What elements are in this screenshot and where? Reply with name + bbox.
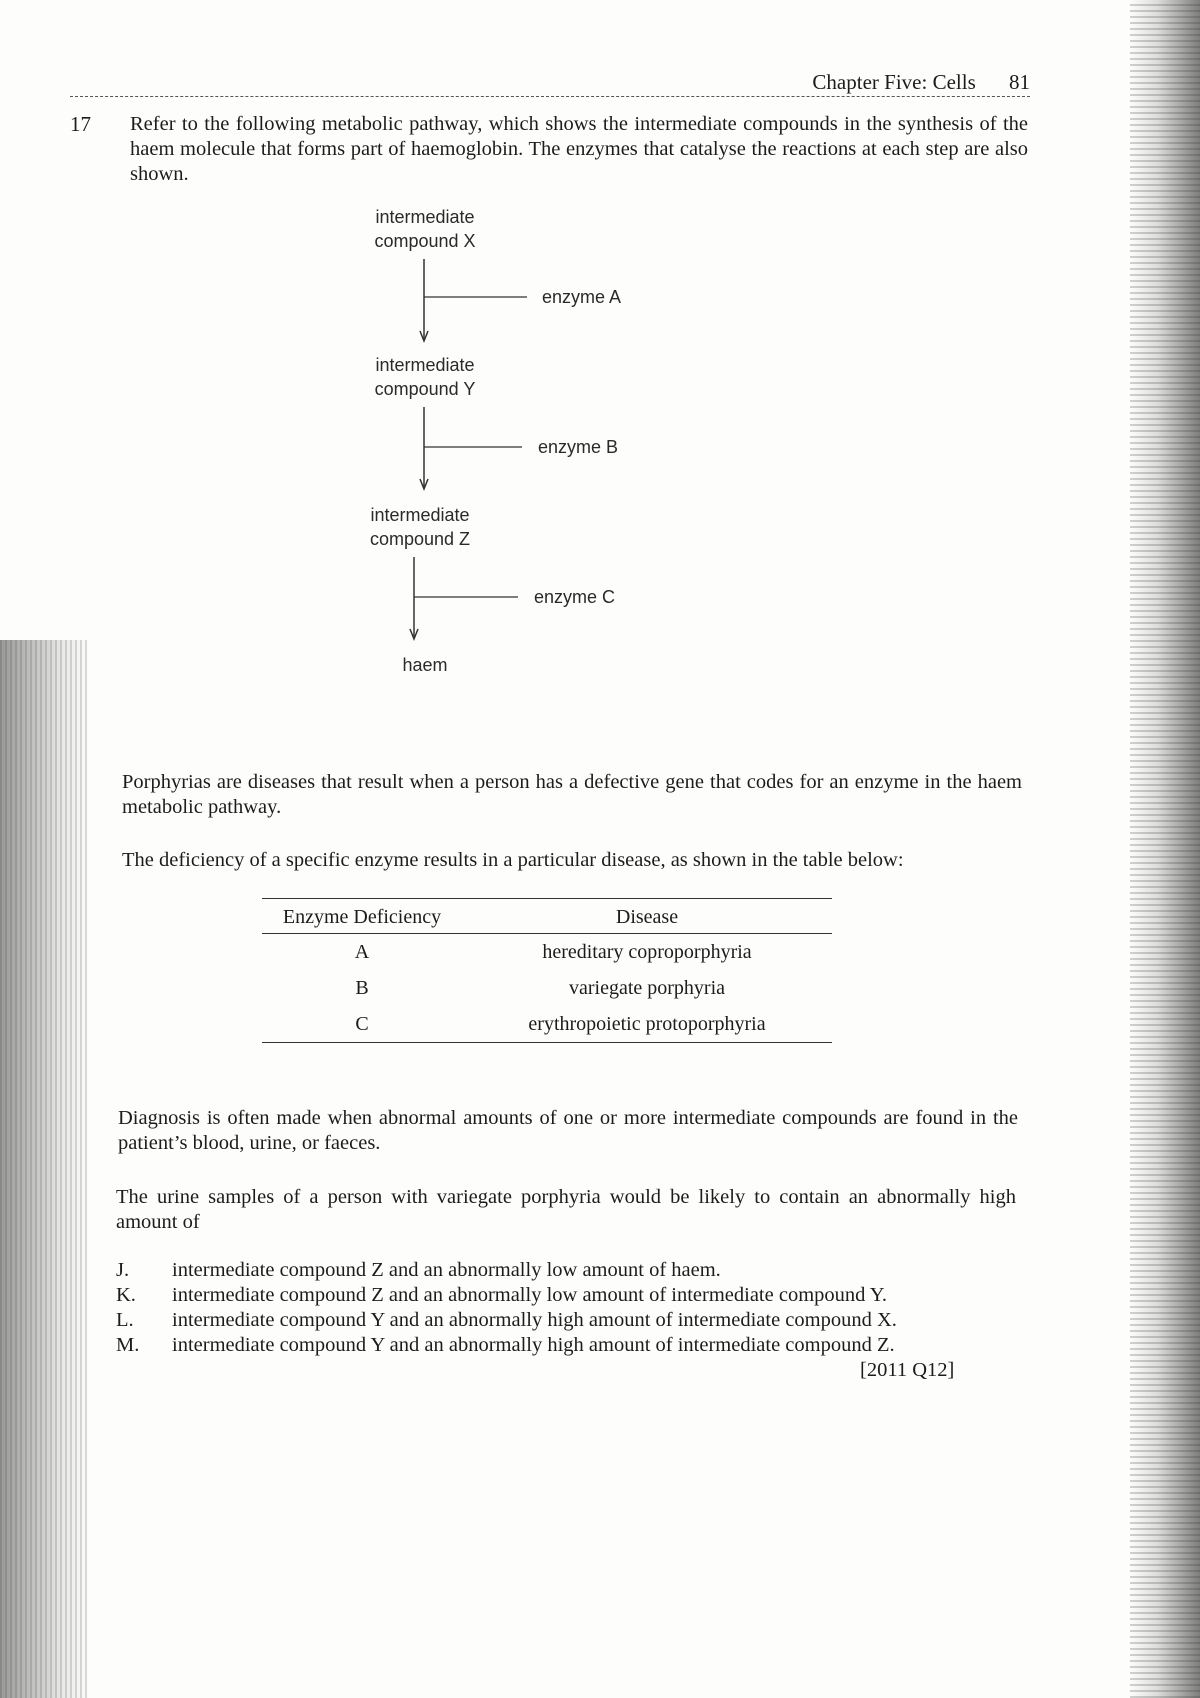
compound-z-label [355,503,485,551]
option-text: intermediate compound Z and an abnormally low amount of haem. [172,1259,721,1281]
compound-y-line1: intermediate [375,355,475,375]
table-cell-enzyme: A [354,940,370,963]
option-l[interactable] [116,1308,976,1333]
enzyme-c-label: enzyme C [534,587,616,607]
option-text: intermediate compound Y and an abnormally high amount of intermediate compound X. [172,1309,897,1331]
table-header-disease: Disease [615,906,679,928]
compound-z-line1: intermediate [370,505,470,525]
table-cell-enzyme: C [355,1012,369,1035]
compound-x-line2: compound X [374,231,476,251]
haem-label [360,653,490,677]
pathway-diagram [369,207,700,735]
source-reference: [2011 Q12] [860,1359,955,1381]
enzyme-b-label: enzyme B [538,437,619,457]
question-intro: Refer to the following metabolic pathway, which shows the intermediate compounds in the synthesis of the haem molecule that forms part of haemoglobin. The enzymes that catalyse the reactions at each step are also shown. [130,113,1028,185]
header-text [784,70,1030,95]
option-letter: J. [116,1259,130,1281]
page-header [70,70,1030,97]
question-number: 17 [70,112,91,136]
option-k[interactable] [116,1283,976,1308]
compound-z-line2: compound Z [369,529,471,549]
scan-edge-right [1130,0,1200,1698]
answer-options [116,1258,976,1358]
table-cell-enzyme: B [355,976,369,999]
table-cell-disease: hereditary coproporphyria [542,940,752,963]
option-letter: K. [116,1284,136,1306]
table-header-row [262,899,832,934]
compound-y-label [360,353,490,401]
option-letter: L. [116,1309,134,1331]
option-j[interactable] [116,1258,976,1283]
table-cell-disease: erythropoietic protoporphyria [528,1012,766,1035]
compound-x-label [360,205,490,253]
option-text: intermediate compound Z and an abnormally low amount of intermediate compound Y. [172,1284,888,1306]
diagnosis-paragraph: Diagnosis is often made when abnormal amounts of one or more intermediate compounds are found in the patient’s blood, urine, or faeces. [118,1107,1018,1154]
option-m[interactable] [116,1333,976,1358]
enzyme-a-label: enzyme A [542,287,622,307]
option-letter: M. [116,1334,140,1356]
compound-x-line1: intermediate [375,207,475,227]
question-stem: The urine samples of a person with variegate porphyria would be likely to contain an abnormally high amount of [116,1186,1016,1233]
header-enzyme-text: Enzyme Deficiency [282,906,442,928]
porphyrias-paragraph: Porphyrias are diseases that result when a person has a defective gene that codes for an enzyme in the haem metabolic pathway. [122,771,1022,818]
scan-edge-left [0,640,90,1698]
compound-y-line2: compound Y [374,379,476,399]
table-row [262,934,832,970]
page-number: 81 [1009,70,1030,94]
enzyme-disease-table [262,898,832,1043]
haem-text: haem [402,655,448,675]
table-cell-disease: variegate porphyria [568,976,726,999]
option-text: intermediate compound Y and an abnormally high amount of intermediate compound Z. [172,1334,895,1356]
chapter-title: Chapter Five: Cells [812,70,976,94]
deficiency-paragraph: The deficiency of a specific enzyme results in a particular disease, as shown in the table below: [122,849,904,871]
table-row [262,970,832,1006]
table-row [262,1006,832,1042]
table-header-enzyme [262,905,462,929]
